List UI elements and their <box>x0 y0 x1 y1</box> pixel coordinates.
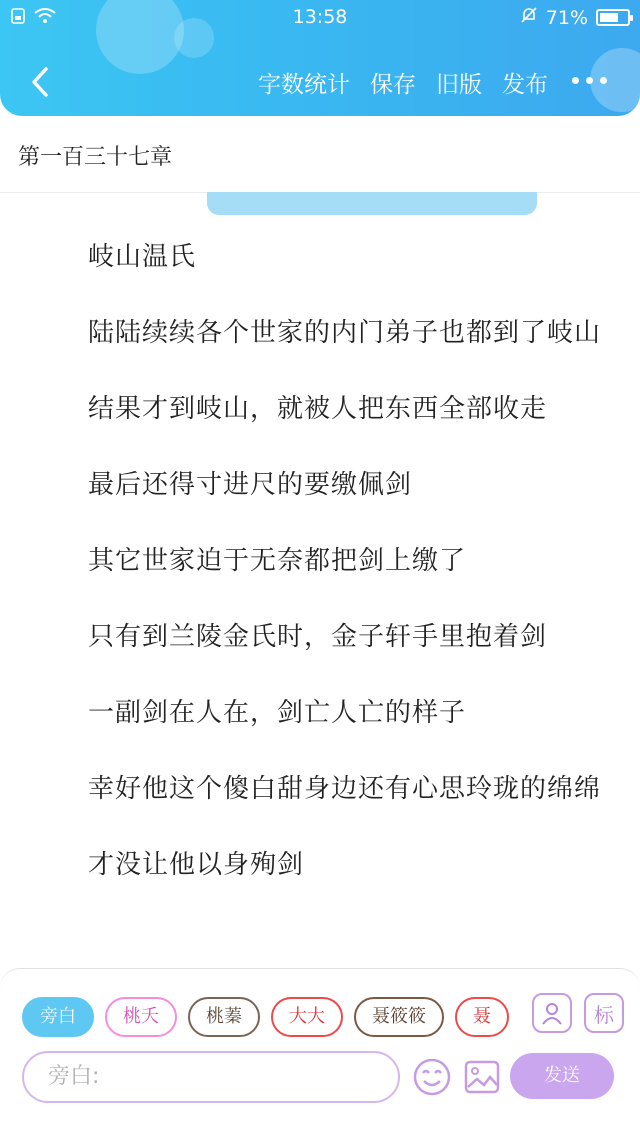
paragraph: 只有到兰陵金氏时，金子轩手里抱着剑 <box>88 622 548 652</box>
paragraph: 岐山温氏 <box>88 242 197 272</box>
status-bar <box>0 0 640 34</box>
save-button[interactable]: 保存 <box>370 72 416 98</box>
publish-button[interactable]: 发布 <box>502 72 548 98</box>
role-chip-list <box>22 997 516 1039</box>
dot-icon <box>600 77 607 84</box>
chevron-left-icon <box>30 66 50 98</box>
tag-label: 标 <box>594 1002 614 1027</box>
story-content[interactable] <box>36 238 616 922</box>
message-input[interactable]: 旁白: <box>22 1051 400 1103</box>
role-chip[interactable]: 聂筱筱 <box>354 997 444 1037</box>
battery-percent: 71% <box>545 6 588 29</box>
pull-handle[interactable] <box>207 192 537 215</box>
clock: 13:58 <box>292 6 348 28</box>
battery-icon <box>596 9 630 26</box>
send-button[interactable]: 发送 <box>510 1053 614 1099</box>
mute-bell-icon <box>520 6 538 29</box>
nav-bar <box>0 52 640 112</box>
role-chip[interactable]: 聂 <box>455 997 509 1037</box>
image-button[interactable] <box>462 1057 502 1097</box>
emoji-button[interactable] <box>412 1057 452 1097</box>
paragraph: 其它世家迫于无奈都把剑上缴了 <box>88 546 467 576</box>
role-chip[interactable]: 桃蓁 <box>188 997 260 1037</box>
composer-panel <box>0 968 640 1138</box>
app-header <box>0 0 640 116</box>
old-version-button[interactable]: 旧版 <box>436 72 482 98</box>
image-icon <box>462 1057 502 1097</box>
chapter-title[interactable]: 第一百三十七章 <box>18 145 173 170</box>
paragraph: 结果才到岐山，就被人把东西全部收走 <box>88 394 548 424</box>
role-chip[interactable]: 桃夭 <box>105 997 177 1037</box>
paragraph: 一副剑在人在，剑亡人亡的样子 <box>88 698 467 728</box>
paragraph: 最后还得寸进尺的要缴佩剑 <box>88 470 413 500</box>
dot-icon <box>572 77 579 84</box>
paragraph: 才没让他以身殉剑 <box>88 850 305 880</box>
role-manage-button[interactable] <box>532 993 572 1033</box>
paragraph: 幸好他这个傻白甜身边还有心思玲珑的绵绵 <box>88 774 602 804</box>
profile-icon <box>539 1000 565 1026</box>
dot-icon <box>586 77 593 84</box>
more-button[interactable] <box>572 68 612 92</box>
word-count-button[interactable]: 字数统计 <box>258 72 350 98</box>
paragraph: 陆陆续续各个世家的内门弟子也都到了岐山 <box>88 318 602 348</box>
smiley-icon <box>412 1057 452 1097</box>
tag-button[interactable] <box>584 993 624 1033</box>
role-chip[interactable]: 大大 <box>271 997 343 1037</box>
role-chip-narration[interactable]: 旁白 <box>22 997 94 1037</box>
back-button[interactable] <box>20 62 60 102</box>
